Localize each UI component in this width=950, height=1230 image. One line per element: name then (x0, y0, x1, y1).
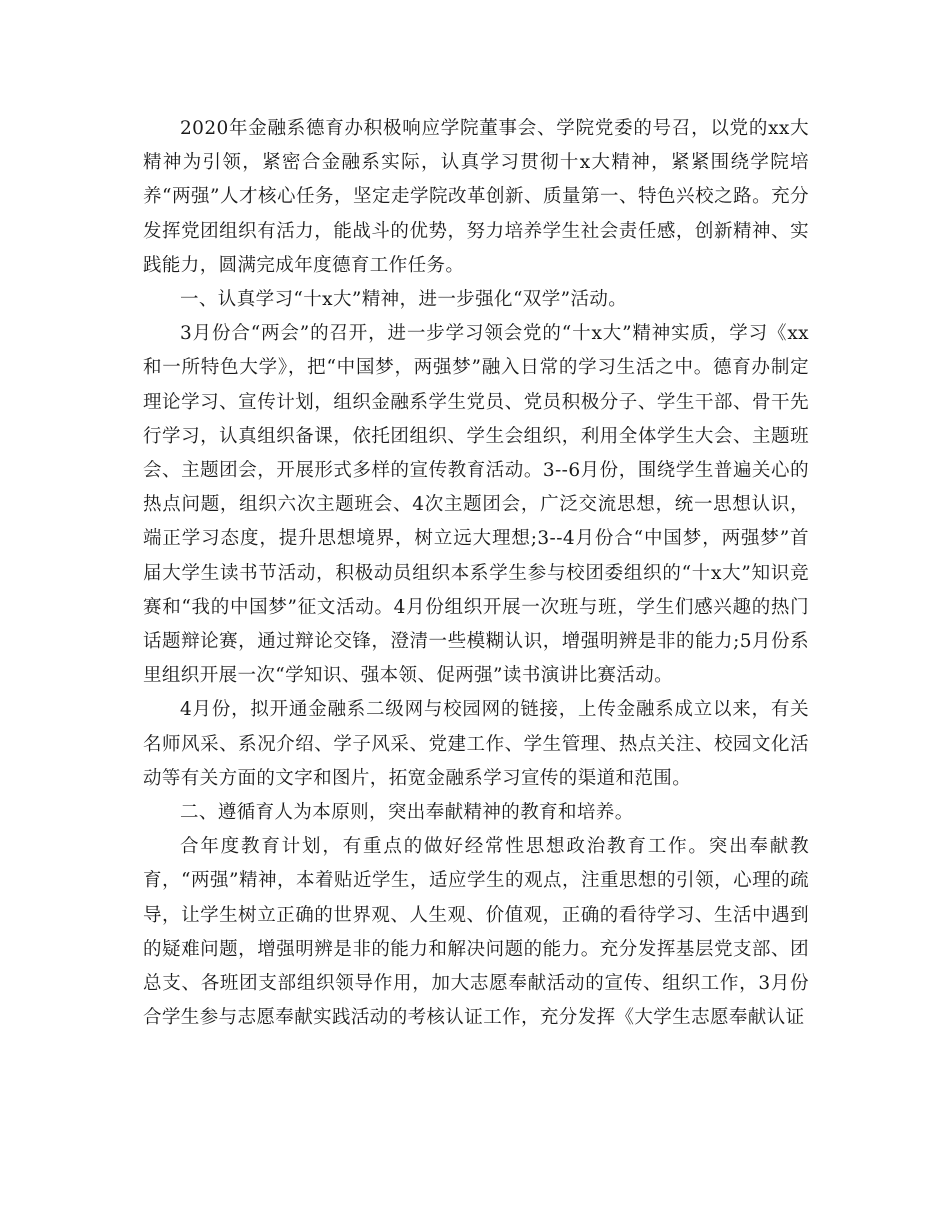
intro-paragraph: 2020年金融系德育办积极响应学院董事会、学院党委的号召，以党的xx大精神为引领，紧密合金融系实际，认真学习贯彻十x大精神，紧紧围绕学院培养“两强”人才核心任务，坚定走学院改革创新、质量第一、特色兴校之路。充分发挥党团组织有活力，能战斗的优势，努力培养学生社会责任感，创新精神、实践能力，圆满完成年度德育工作任务。 (143, 118, 809, 276)
section-1-paragraph-2: 4月份，拟开通金融系二级网与校园网的链接，上传金融系成立以来，有关名师风采、系况介绍、学子风采、党建工作、学生管理、热点关注、校园文化活动等有关方面的文字和图片，拓宽金融系学习宣传的渠道和范围。 (143, 699, 809, 789)
section-heading-1: 一、认真学习“十x大”精神，进一步强化“双学”活动。 (180, 289, 628, 311)
section-1-paragraph: 3月份合“两会”的召开，进一步学习领会党的“十x大”精神实质，学习《xx和一所特色大学》，把“中国梦，两强梦”融入日常的学习生活之中。德育办制定理论学习、宣传计划，组织金融系学生党员、党员积极分子、学生干部、骨干先行学习，认真组织备课，依托团组织、学生会组织，利用全体学生大会、主题班会、主题团会，开展形式多样的宣传教育活动。3--6月份，围绕学生普遍关心的热点问题，组织六次主题班会、4次主题团会，广泛交流思想，统一思想认识，端正学习态度，提升思想境界，树立远大理想;3--4月份合“中国梦，两强梦”首届大学生读书节活动，积极动员组织本系学生参与校团委组织的“十x大”知识竞赛和“我的中国梦”征文活动。4月份组织开展一次班与班，学生们感兴趣的热门话题辩论赛，通过辩论交锋，澄清一些模糊认识，增强明辨是非的能力;5月份系里组织开展一次“学知识、强本领、促两强”读书演讲比赛活动。 (143, 323, 809, 687)
section-2-paragraph: 合年度教育计划，有重点的做好经常性思想政治教育工作。突出奉献教育，“两强”精神，本着贴近学生，适应学生的观点，注重思想的引领，心理的疏导，让学生树立正确的世界观、人生观、价值观，正确的看待学习、生活中遇到的疑难问题，增强明辨是非的能力和解决问题的能力。充分发挥基层党支部、团总支、各班团支部组织领导作用，加大志愿奉献活动的宣传、组织工作，3月份合学生参与志愿奉献实践活动的考核认证工作，充分发挥《大学生志愿奉献认证 (143, 836, 809, 1029)
document-body (143, 112, 809, 1035)
section-heading-2: 二、遵循育人为本原则，突出奉献精神的教育和培养。 (180, 802, 634, 824)
